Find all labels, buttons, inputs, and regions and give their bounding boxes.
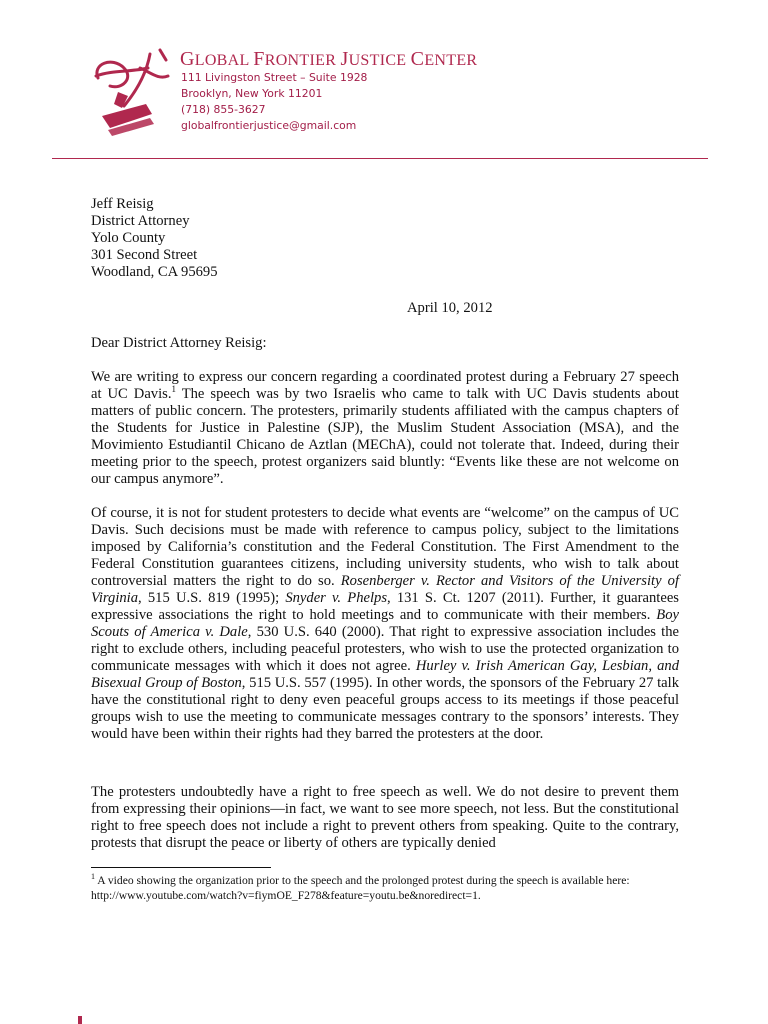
recipient-county: Yolo County bbox=[91, 230, 166, 246]
organization-name: GLOBAL FRONTIER JUSTICE CENTER bbox=[180, 48, 478, 70]
case-citation: Boy Scouts of America v. Dale bbox=[91, 607, 679, 640]
page-corner-mark bbox=[78, 1016, 82, 1024]
email-address: globalfrontierjustice@gmail.com bbox=[181, 119, 357, 132]
paragraph-1: We are writing to express our concern regarding a coordinated protest during a February 27 speech at UC Davis.$^1$ The speech was by two Israelis who came to talk with UC Davis students about matters of public concern. The protesters, primarily students affiliated with the campus chapters of the Students for Justice in Palestine (SJP), the Muslim Student Association (MSA), and the Movimiento Estudiantil Chicano de Aztlan (MEChA), could not tolerate that. Indeed, during their meeting prior to the speech, protest organizers said bluntly: “Events like these are not welcome on our campus anymore”. bbox=[91, 369, 679, 487]
salutation: Dear District Attorney Reisig: bbox=[91, 335, 267, 351]
recipient-title: District Attorney bbox=[91, 213, 190, 229]
letterhead bbox=[88, 42, 508, 142]
recipient-city: Woodland, CA 95695 bbox=[91, 264, 218, 280]
justice-scales-logo-icon bbox=[88, 46, 180, 138]
letter-date: April 10, 2012 bbox=[407, 300, 493, 316]
case-citation: Rosenberger v. Rector and Visitors of the University of Virginia bbox=[91, 573, 680, 606]
address-line-2: Brooklyn, New York 11201 bbox=[181, 87, 323, 100]
paragraph-3: The protesters undoubtedly have a right to free speech as well. We do not desire to prevent them from expressing their opinions—in fact, we want to see more speech, not less. But the constitutional right to free speech does not include a right to prevent others from speaking. Quite to the contrary, protests that disrupt the peace or liberty of others are typically denied bbox=[91, 784, 679, 851]
footnote: $^1$ A video showing the organization prior to the speech and the prolonged protest during the speech is available here: http://www.youtube.com/watch?v=fiymOE_F278&feature=youtu.be&noredirect=1. bbox=[91, 872, 630, 902]
letterhead-divider bbox=[52, 158, 708, 159]
recipient-street: 301 Second Street bbox=[91, 247, 198, 263]
recipient-name: Jeff Reisig bbox=[91, 196, 154, 212]
phone-number: (718) 855-3627 bbox=[181, 103, 266, 116]
case-citation: Snyder v. Phelps bbox=[285, 590, 387, 606]
footnote-ref: 1 bbox=[171, 384, 176, 395]
address-line-1: 111 Livingston Street – Suite 1928 bbox=[181, 71, 368, 84]
paragraph-2: Of course, it is not for student protesters to decide what events are “welcome” on the campus of UC Davis. Such decisions must be made with reference to campus policy, subject to the limitations imposed by California’s constitution and the Federal Constitution. The First Amendment to the Federal Constitution guarantees citizens, including university students, who wish to talk about controversial matters the right to do so. Rosenberger v. Rector and Visitors of the University of Virginia, 515 U.S. 819 (1995); Snyder v. Phelps, 131 S. Ct. 1207 (2011). Further, it guarantees expressive associations the right to hold meetings and to communicate with their members. Boy Scouts of America v. Dale, 530 U.S. 640 (2000). That right to expressive association includes the right to exclude others, including peaceful protesters, who wish to use the protected organization to communicate messages with which it does not agree. Hurley v. Irish American Gay, Lesbian, and Bisexual Group of Boston, 515 U.S. 557 (1995). In other words, the sponsors of the February 27 talk have the constitutional right to deny even peaceful groups access to its meetings if those peaceful groups wish to use the meeting to communicate messages contrary to the sponsors’ interests. They would have been within their rights had they barred the protesters at the door. bbox=[91, 505, 680, 742]
footnote-rule bbox=[91, 867, 271, 868]
case-citation: Hurley v. Irish American Gay, Lesbian, and Bisexual Group of Boston bbox=[91, 658, 679, 691]
